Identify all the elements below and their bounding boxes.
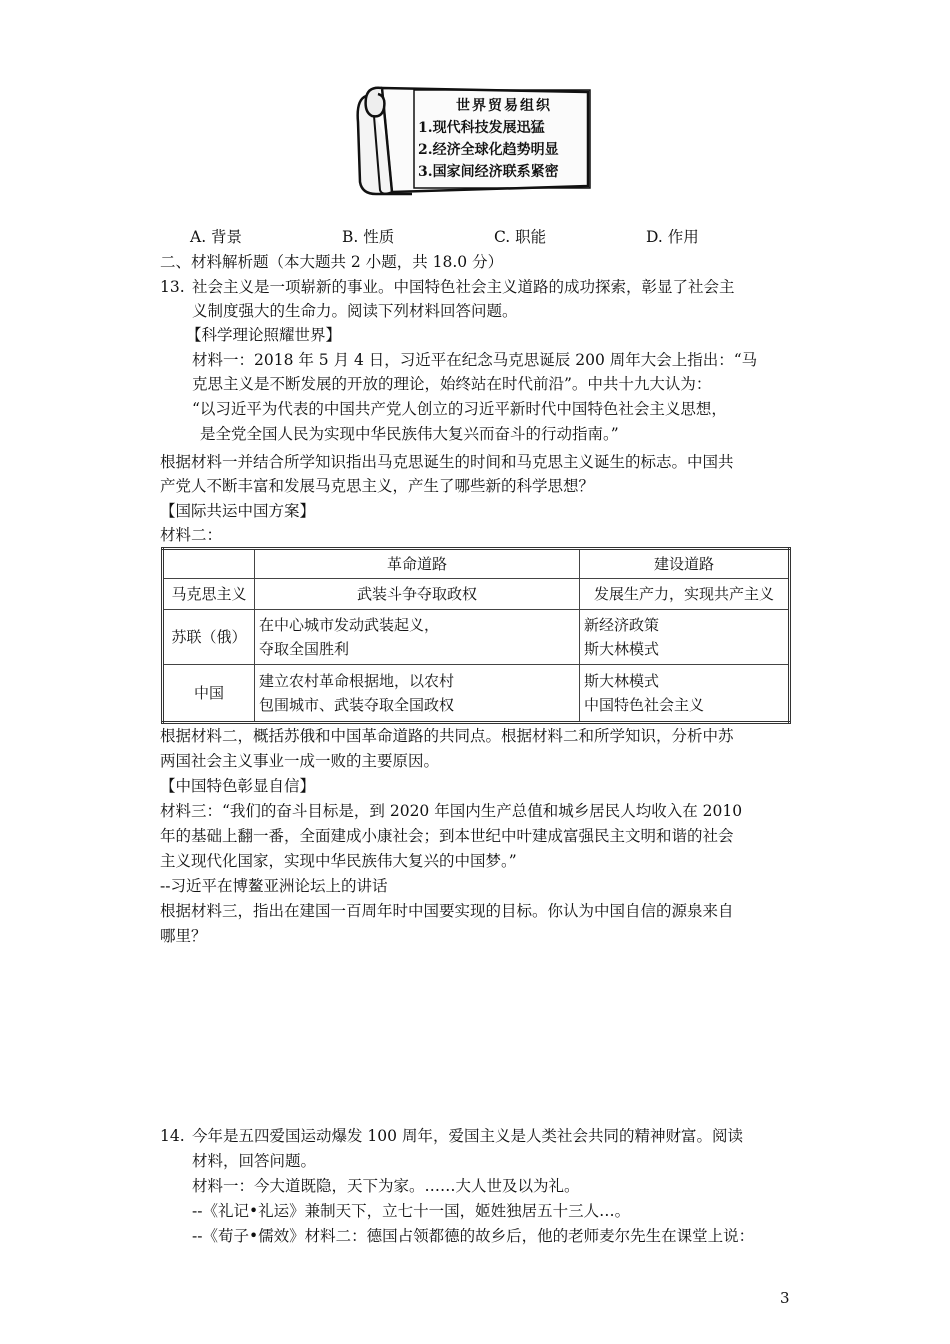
q13-intro-line: 义制度强大的生命力。阅读下列材料回答问题。 [192, 302, 518, 320]
table-cell [580, 610, 790, 665]
material3-line: 主义现代化国家，实现中华民族伟大复兴的中国梦。” [160, 852, 517, 870]
q14-number: 14. [160, 1127, 185, 1145]
q13-intro-line: 社会主义是一项崭新的事业。中国特色社会主义道路的成功探索，彰显了社会主 [192, 278, 735, 296]
scroll-line-2: 2.经济全球化趋势明显 [418, 142, 559, 158]
table-cell-line: 在中心城市发动武装起义， [259, 616, 440, 634]
table-cell-line: 斯大林模式 [584, 640, 660, 658]
table-cell-line: 建立农村革命根据地，以农村 [259, 672, 455, 690]
table-header-cell: 革命道路 [255, 549, 580, 579]
q14-line: --《礼记•礼运》兼制天下，立七十一国，姬姓独居五十三人…。 [192, 1202, 631, 1220]
option-b: B. 性质 [342, 228, 395, 246]
option-c: C. 职能 [494, 228, 547, 246]
table-cell-line: 夺取全国胜利 [259, 640, 350, 658]
scroll-title: 世界贸易组织 [456, 98, 552, 114]
table-row [163, 665, 790, 723]
table-cell [255, 665, 580, 723]
table-cell-line: 斯大林模式 [584, 672, 660, 690]
table-cell: 发展生产力，实现共产主义 [580, 579, 790, 610]
q13-number: 13. [160, 278, 185, 296]
option-a: A. 背景 [190, 228, 243, 246]
q14-line: 材料，回答问题。 [192, 1152, 317, 1170]
table-header-row [163, 549, 790, 579]
material3-line: 年的基础上翻一番，全面建成小康社会；到本世纪中叶建成富强民主文明和谐的社会 [160, 827, 734, 845]
q14-line: --《荀子•儒效》材料二：德国占领都德的故乡后，他的老师麦尔先生在课堂上说： [192, 1227, 755, 1245]
q14-line: 材料一：今大道既隐，天下为家。……大人世及以为礼。 [192, 1177, 580, 1195]
scroll-line-3: 3.国家间经济联系紧密 [418, 164, 559, 180]
table-cell [580, 665, 790, 723]
table-row [163, 610, 790, 665]
table-cell: 武装斗争夺取政权 [255, 579, 580, 610]
question1-line: 根据材料一并结合所学知识指出马克思诞生的时间和马克思主义诞生的标志。中国共 [160, 453, 734, 471]
table-header-cell [163, 549, 255, 579]
table-row-label: 马克思主义 [163, 579, 255, 610]
question2-line: 两国社会主义事业一成一败的主要原因。 [160, 752, 440, 770]
page-number: 3 [780, 1289, 790, 1307]
material1-line: 材料一：2018 年 5 月 4 日，习近平在纪念马克思诞辰 200 周年大会上指出：“马 [192, 351, 758, 369]
section-heading: 二、材料解析题（本大题共 2 小题，共 18.0 分） [160, 253, 504, 271]
material-two-table [161, 547, 791, 724]
table-cell [255, 610, 580, 665]
part1-heading: 【科学理论照耀世界】 [186, 326, 342, 344]
table-cell-line: 中国特色社会主义 [584, 696, 705, 714]
material3-source: --习近平在博鳌亚洲论坛上的讲话 [160, 877, 388, 895]
material2-label: 材料二： [160, 526, 223, 544]
q14-line: 今年是五四爱国运动爆发 100 周年，爱国主义是人类社会共同的精神财富。阅读 [192, 1127, 743, 1145]
option-d: D. 作用 [646, 228, 699, 246]
scroll-line-1: 1.现代科技发展迅猛 [418, 120, 545, 136]
question3-line: 哪里？ [160, 927, 207, 945]
table-row [163, 579, 790, 610]
table-row-label: 中国 [163, 665, 255, 723]
question2-line: 根据材料二，概括苏俄和中国革命道路的共同点。根据材料二和所学知识，分析中苏 [160, 727, 734, 745]
table-cell-line: 包围城市、武装夺取全国政权 [259, 696, 455, 714]
material1-line: 是全党全国人民为实现中华民族伟大复兴而奋斗的行动指南。” [200, 425, 619, 443]
table-cell-line: 新经济政策 [584, 616, 660, 634]
question3-line: 根据材料三，指出在建国一百周年时中国要实现的目标。你认为中国自信的源泉来自 [160, 902, 734, 920]
material3-line: 材料三：“我们的奋斗目标是，到 2020 年国内生产总值和城乡居民人均收入在 2010 [160, 802, 743, 820]
table-header-cell: 建设道路 [580, 549, 790, 579]
material1-line: “以习近平为代表的中国共产党人创立的习近平新时代中国特色社会主义思想， [192, 400, 727, 418]
question1-line: 产党人不断丰富和发展马克思主义，产生了哪些新的科学思想？ [160, 477, 595, 495]
material1-line: 克思主义是不断发展的开放的理论，始终站在时代前沿”。中共十九大认为： [192, 375, 712, 393]
scroll-text [418, 95, 590, 183]
part2-heading: 【国际共运中国方案】 [160, 502, 316, 520]
table-row-label: 苏联（俄） [163, 610, 255, 665]
part3-heading: 【中国特色彰显自信】 [160, 777, 316, 795]
